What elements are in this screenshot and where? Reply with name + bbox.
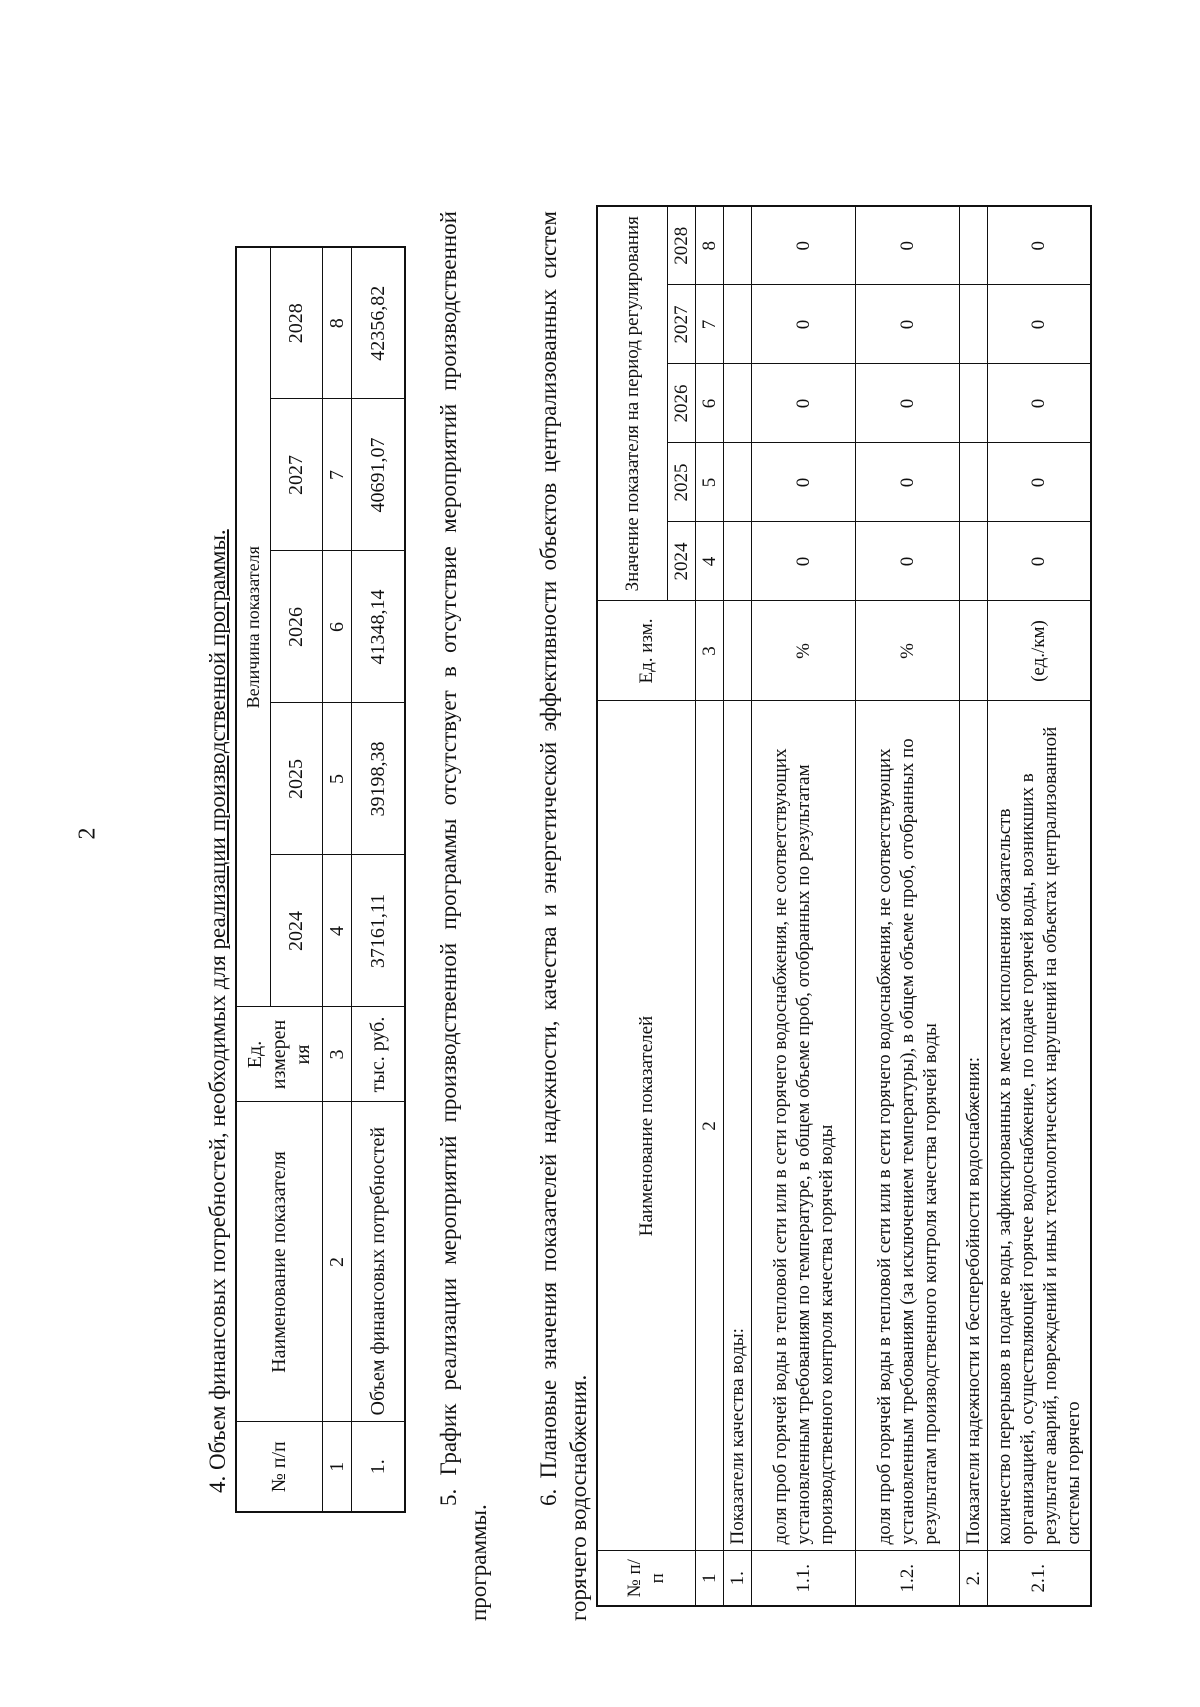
row-num: 1.1. <box>751 1551 855 1606</box>
indicators-table <box>596 205 1092 1607</box>
row-name: количество перерывов в подаче воды, зафиксированных в местах исполнения обязательств организацией, осуществляющей горячее водоснабжение, по подаче горячей воды, возникших в результате аварий, повреждений и иных технологических нарушений на объектах централизованной системы горячего <box>987 701 1091 1551</box>
row-unit: % <box>751 601 855 701</box>
index-cell: 6 <box>695 364 723 443</box>
section4-title <box>203 73 233 1493</box>
row-unit: (ед./км) <box>987 601 1091 701</box>
index-row <box>322 247 351 1512</box>
index-cell: 5 <box>322 703 351 855</box>
row-value: 42356,82 <box>351 247 405 399</box>
header-name: Наименование показателя <box>236 1102 322 1422</box>
header-year: 2028 <box>667 206 695 285</box>
row-num: 2.1. <box>987 1551 1091 1606</box>
row-value: 0 <box>987 443 1091 522</box>
header-year: 2027 <box>270 399 322 551</box>
group-row <box>959 206 987 1606</box>
rotated-page-content <box>55 73 1145 1633</box>
row-value: 0 <box>855 443 959 522</box>
row-value: 39198,38 <box>351 703 405 855</box>
row-value: 0 <box>751 206 855 285</box>
table-row <box>855 206 959 1606</box>
row-value: 41348,14 <box>351 551 405 703</box>
header-year: 2026 <box>270 551 322 703</box>
section4-title-text: 4. Объем финансовых потребностей, необходимых для <box>205 949 230 1493</box>
header-year: 2027 <box>667 285 695 364</box>
index-cell: 1 <box>695 1551 723 1606</box>
header-year: 2025 <box>667 443 695 522</box>
header-num: № п/п <box>236 1422 322 1512</box>
row-value: 0 <box>751 364 855 443</box>
row-name: Объем финансовых потребностей <box>351 1102 405 1422</box>
header-year: 2028 <box>270 247 322 399</box>
page-number: 2 <box>74 827 101 840</box>
index-row <box>695 206 723 1606</box>
row-value: 37161,11 <box>351 855 405 1007</box>
section5-paragraph <box>434 211 494 1621</box>
index-cell: 3 <box>322 1007 351 1102</box>
header-year: 2026 <box>667 364 695 443</box>
row-value: 40691,07 <box>351 399 405 551</box>
table-row <box>987 206 1091 1606</box>
row-value: 0 <box>855 364 959 443</box>
section5-text: 5. График реализации мероприятий производственной программы отсутствует в отсутствие мероприятий производственной программы. <box>436 211 491 1621</box>
row-num: 1.2. <box>855 1551 959 1606</box>
index-cell: 7 <box>322 399 351 551</box>
table-row <box>351 247 405 1512</box>
index-cell: 4 <box>322 855 351 1007</box>
row-value: 0 <box>751 443 855 522</box>
section4-title-underlined: реализации производственной программы. <box>205 529 230 950</box>
index-cell: 6 <box>322 551 351 703</box>
header-year: 2024 <box>270 855 322 1007</box>
group-row <box>723 206 751 1606</box>
header-num: № п/п <box>597 1551 695 1606</box>
index-cell: 1 <box>322 1422 351 1512</box>
row-num: 1. <box>351 1422 405 1512</box>
row-name: доля проб горячей воды в тепловой сети или в сети горячего водоснабжения, не соответствующих установленным требованиям (за исключением температуры), в общем объеме проб, отобранных по результатам производственного контроля качества горячей воды <box>855 701 959 1551</box>
index-cell: 3 <box>695 601 723 701</box>
section6-title <box>534 211 594 1621</box>
row-value: 0 <box>855 206 959 285</box>
header-group: Значение показателя на период регулирования <box>597 206 667 601</box>
group-num: 1. <box>723 1551 751 1606</box>
group-num: 2. <box>959 1551 987 1606</box>
row-value: 0 <box>855 522 959 601</box>
table-row <box>751 206 855 1606</box>
index-cell: 8 <box>695 206 723 285</box>
index-cell: 2 <box>695 701 723 1551</box>
section6-title-text: 6. Плановые значения показателей надежности, качества и энергетической эффективности объектов централизованных систем горячего водоснабжения. <box>536 211 591 1621</box>
row-value: 0 <box>751 285 855 364</box>
row-value: 0 <box>987 364 1091 443</box>
row-value: 0 <box>987 522 1091 601</box>
index-cell: 7 <box>695 285 723 364</box>
financial-needs-table <box>235 246 406 1513</box>
header-group: Величина показателя <box>236 247 270 1007</box>
row-value: 0 <box>987 206 1091 285</box>
index-cell: 8 <box>322 247 351 399</box>
index-cell: 2 <box>322 1102 351 1422</box>
row-unit: % <box>855 601 959 701</box>
header-unit: Ед. измерен ия <box>236 1007 322 1102</box>
row-value: 0 <box>751 522 855 601</box>
header-name: Наименование показателей <box>597 701 695 1551</box>
group-label: Показатели качества воды: <box>723 701 751 1551</box>
row-value: 0 <box>855 285 959 364</box>
header-year: 2025 <box>270 703 322 855</box>
header-unit: Ед. изм. <box>597 601 695 701</box>
index-cell: 4 <box>695 522 723 601</box>
row-value: 0 <box>987 285 1091 364</box>
row-unit: тыс. руб. <box>351 1007 405 1102</box>
row-name: доля проб горячей воды в тепловой сети или в сети горячего водоснабжения, не соответствующих установленным требованиям по температуре, в общем объеме проб, отобранных по результатам производственного контроля качества горячей воды <box>751 701 855 1551</box>
group-label: Показатели надежности и бесперебойности водоснабжения: <box>959 701 987 1551</box>
index-cell: 5 <box>695 443 723 522</box>
header-year: 2024 <box>667 522 695 601</box>
